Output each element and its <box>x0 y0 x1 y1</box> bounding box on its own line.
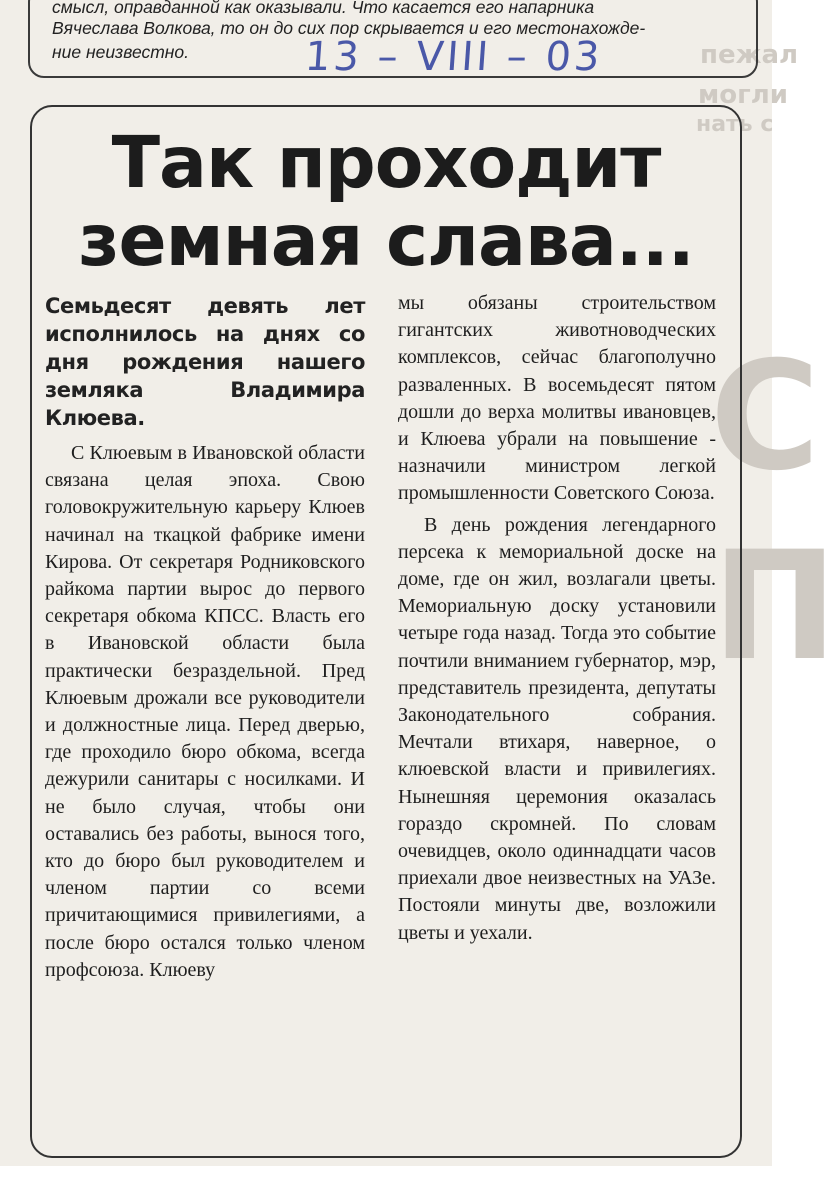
article-paragraph: В день рождения легендарного персека к мемориальной доске на доме, где он жил, возлагали цветы. Мемориальную доску установили четыре года назад. Тогда это событие почтили вниманием губернатор, мэр, представитель президента, депутаты Законодательного собрания. Мечтали втихаря, наверное, о клюевской власти и привилегиях. Нынешняя церемония оказалась гораздо скромней. По словам очевидцев, около одиннадцати часов приехали двое неизвестных на УАЗе. Постояли минуты две, возложили цветы и уехали. <box>398 513 716 944</box>
article-paragraph-continued: мы обязаны строительством гигантских животноводческих комплексов, сейчас благополучно разваленных. В восемьдесят пятом дошли до верха молитвы ивановцев, и Клюева убрали на повышение - назначили министром легкой промышленности Советского Союза. <box>398 292 716 505</box>
headline-line: земная слава... <box>78 199 694 282</box>
article-column-left <box>45 292 365 984</box>
article-headline <box>36 121 736 282</box>
article-paragraph: С Клюевым в Ивановской области связана целая эпоха. Свою головокружительную карьеру Клюев начинал на ткацкой фабрике имени Кирова. От секретаря Родниковского райкома партии вырос до первого секретаря обкома КПСС. Власть его в Ивановской области была практически безраздельной. Пред Клюевым дрожали все руководители и должностные лица. Перед дверью, где проходило бюро обкома, всегда дежурили санитары с носилками. И не было случая, чтобы они оставались без работы, вынося того, кто до бюро был руководителем и членом партии со всеми причитающимися привилегиями, а после бюро остался только членом профсоюза. Клюеву <box>45 442 365 981</box>
previous-article-line: ние неизвестно. <box>52 42 190 62</box>
previous-article-line: Вячеслава Волкова, то он до сих пор скрывается и его местонахожде- <box>52 18 646 38</box>
article-lead: Семьдесят девять лет исполнилось на днях со дня рождения нашего земляка Владимира Клюева. <box>45 294 365 430</box>
article-column-right <box>398 290 716 947</box>
cut-off-line: смысл, оправданной как оказывали. Что касается его напарника <box>52 0 595 17</box>
handwritten-date: 13 – VIII – 03 <box>303 34 605 80</box>
bleed-through-column: пежал могли нать с С П <box>696 40 838 694</box>
headline-line: Так проходит <box>111 121 661 204</box>
